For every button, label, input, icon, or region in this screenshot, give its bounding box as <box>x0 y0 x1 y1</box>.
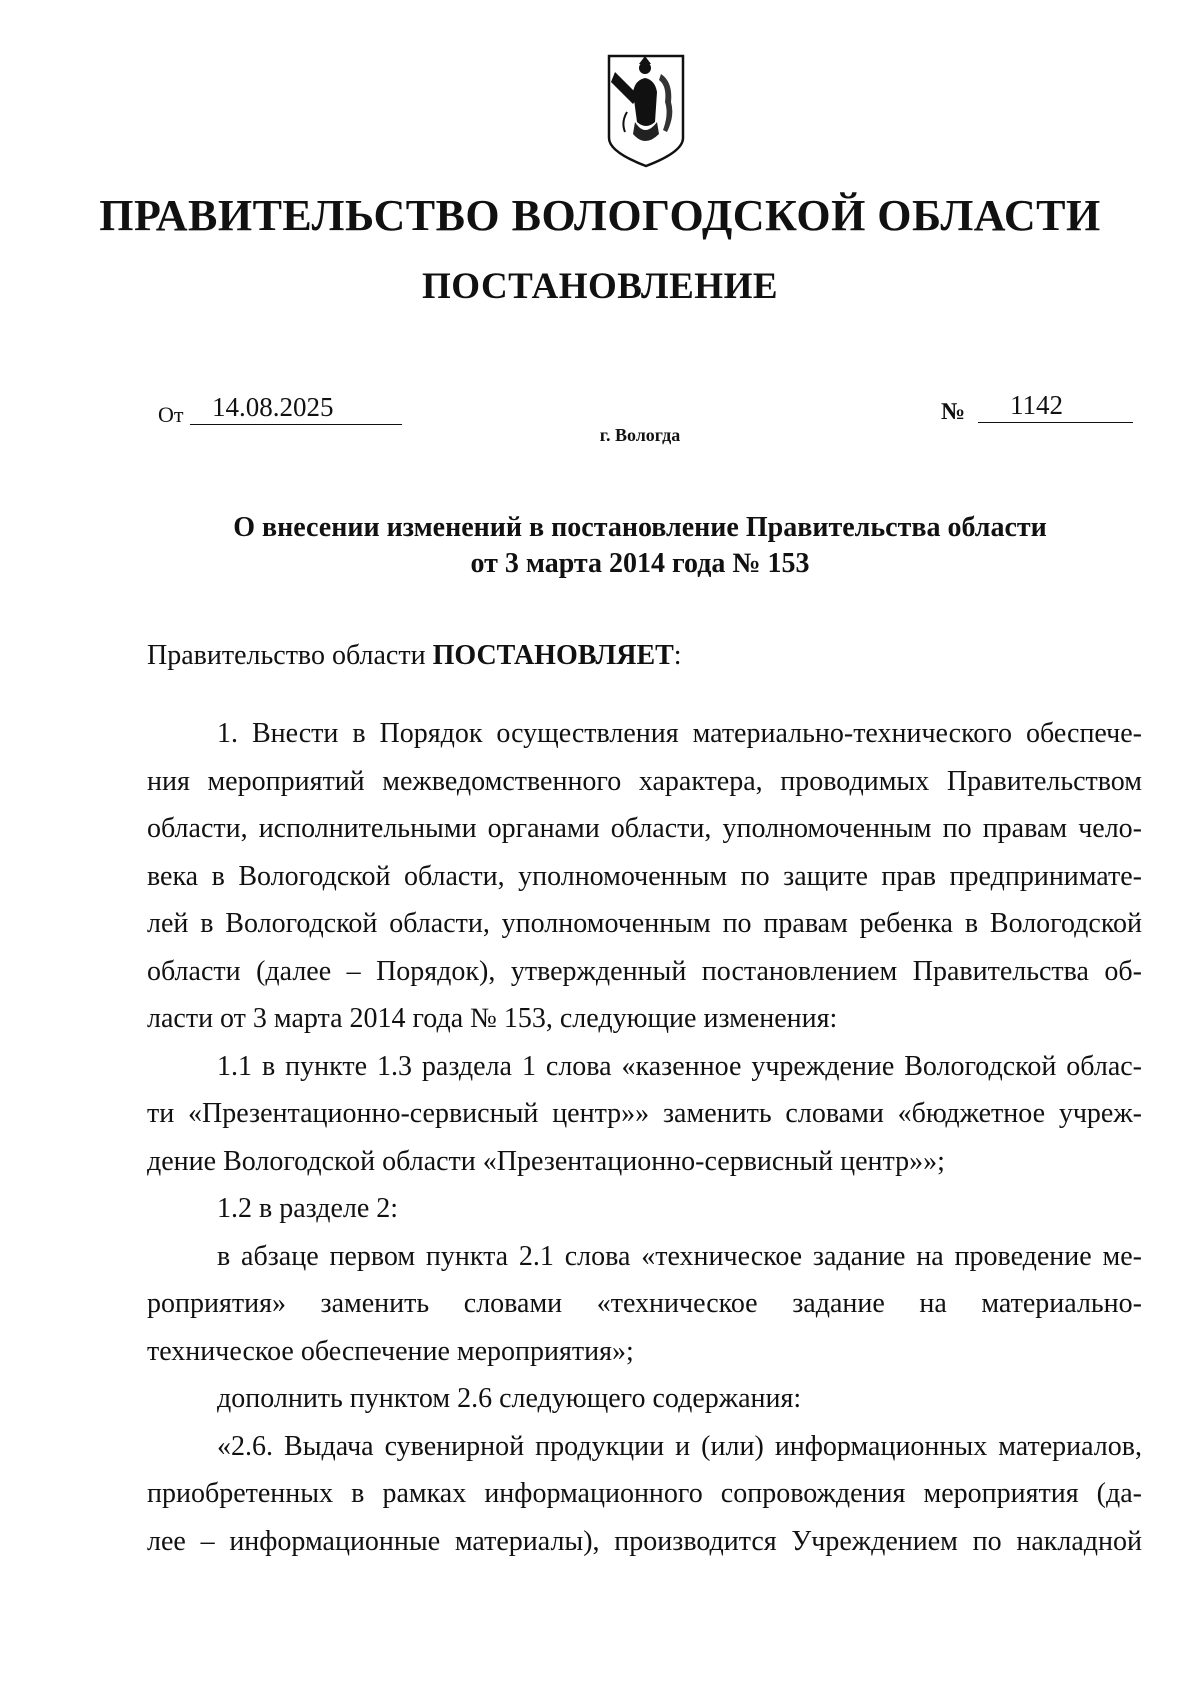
body-line: роприятия» заменить словами «техническое задание на материально- <box>147 1288 1142 1319</box>
body-line: области (далее – Порядок), утвержденный постановлением Правительства об- <box>147 955 1142 987</box>
body-line: ния мероприятий межведомственного характера, проводимых Правительством <box>147 765 1142 797</box>
body-line: техническое обеспечение мероприятия»; <box>147 1335 634 1367</box>
body-line: «2.6. Выдача сувенирной продукции и (или) информационных материалов, <box>217 1430 1142 1462</box>
document-date: 14.08.2025 <box>190 390 402 425</box>
number-label: № <box>941 399 966 425</box>
preamble-text: Правительство области <box>147 640 433 671</box>
body-line: дополнить пунктом 2.6 следующего содержания: <box>217 1383 802 1414</box>
subject-line-1: О внесении изменений в постановление Правительства области <box>233 512 1047 543</box>
date-label: От <box>158 402 184 427</box>
coat-of-arms-icon <box>605 52 687 170</box>
preamble <box>147 640 682 672</box>
body-line: области, исполнительными органами области, уполномоченным по правам чело- <box>147 813 1142 844</box>
document-subject <box>0 510 1200 582</box>
document-type-title: ПОСТАНОВЛЕНИЕ <box>421 266 779 307</box>
body-line: лее – информационные материалы), производится Учреждением по накладной <box>147 1525 1142 1557</box>
body-line: ласти от 3 марта 2014 года № 153, следующие изменения: <box>147 1003 838 1034</box>
city: г. Вологда <box>599 425 681 445</box>
body-line: 1.1 в пункте 1.3 раздела 1 слова «казенное учреждение Вологодской облас- <box>217 1050 1142 1082</box>
body-line: 1. Внести в Порядок осуществления материально-технического обеспече- <box>217 718 1142 749</box>
subject-line-2: от 3 марта 2014 года № 153 <box>470 548 810 579</box>
body-line: 1.2 в разделе 2: <box>217 1193 399 1224</box>
body-line: ти «Презентационно-сервисный центр»» заменить словами «бюджетное учреж- <box>147 1098 1142 1129</box>
document-number: 1142 <box>978 388 1133 423</box>
organization-title: ПРАВИТЕЛЬСТВО ВОЛОГОДСКОЙ ОБЛАСТИ <box>99 191 1101 240</box>
body-line: дение Вологодской области «Презентационно-сервисный центр»»; <box>147 1145 945 1177</box>
body-line: в абзаце первом пункта 2.1 слова «техническое задание на проведение ме- <box>217 1240 1142 1272</box>
body-line: приобретенных в рамках информационного сопровождения мероприятия (да- <box>147 1478 1142 1509</box>
body-line: лей в Вологодской области, уполномоченным по правам ребенка в Вологодской <box>147 908 1142 939</box>
document-body <box>147 710 1142 1565</box>
preamble-emphasis: ПОСТАНОВЛЯЕТ <box>432 640 674 671</box>
preamble-suffix: : <box>673 640 682 671</box>
body-line: века в Вологодской области, уполномоченным по защите прав предпринимате- <box>147 860 1142 892</box>
